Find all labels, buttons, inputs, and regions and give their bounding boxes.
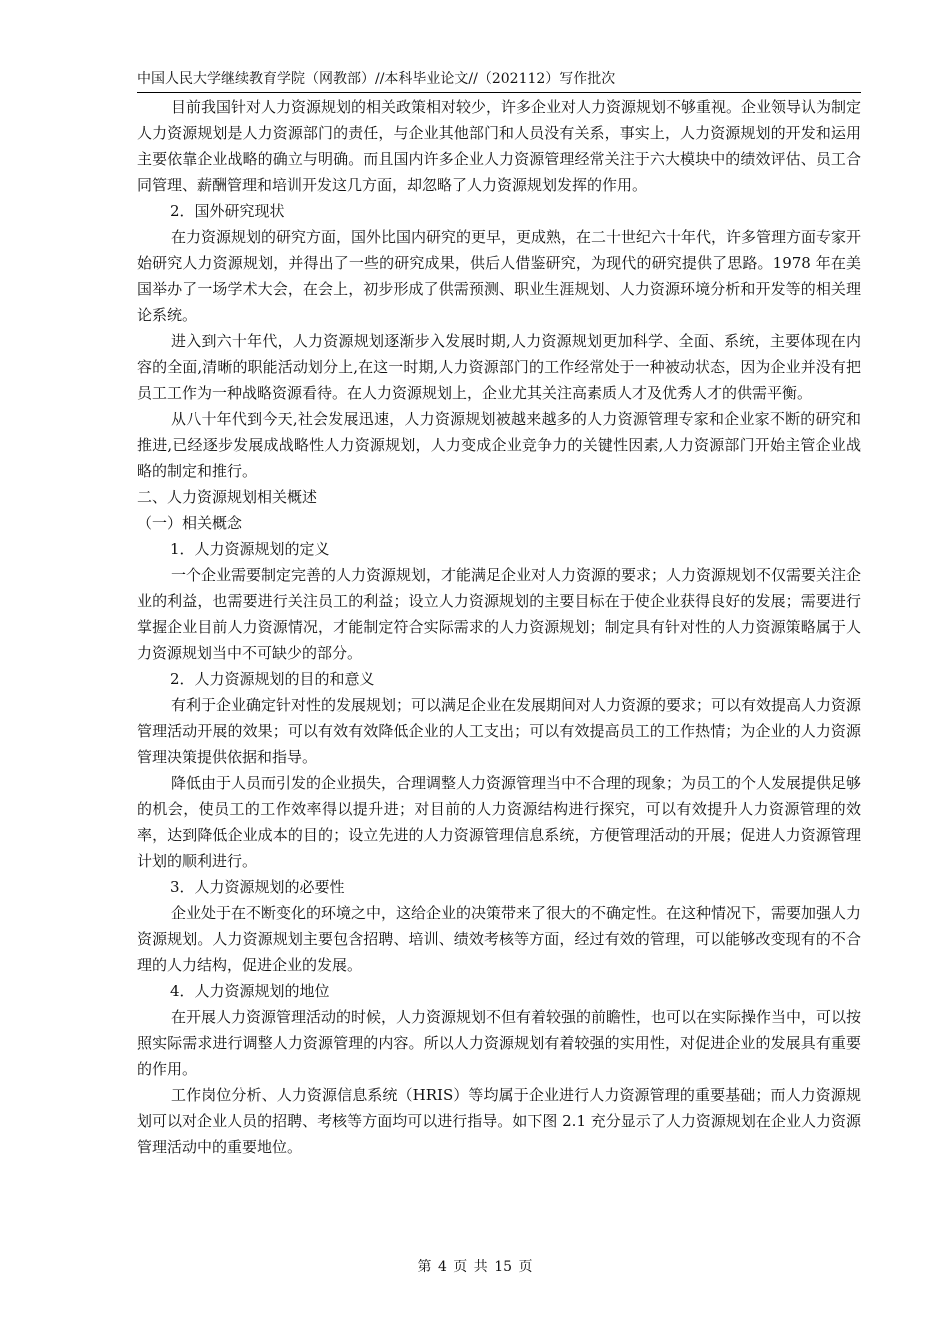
- document-body: [137, 94, 861, 1160]
- paragraph: 企业处于在不断变化的环境之中，这给企业的决策带来了很大的不确定性。在这种情况下，需要加强人力资源规划。人力资源规划主要包含招聘、培训、绩效考核等方面，经过有效的管理，可以能够改变现有的不合理的人力结构，促进企业的发展。: [137, 904, 862, 974]
- subheading-definition: 1．人力资源规划的定义: [170, 540, 330, 558]
- subheading-purpose: 2．人力资源规划的目的和意义: [170, 670, 375, 688]
- paragraph: 降低由于人员而引发的企业损失，合理调整人力资源管理当中不合理的现象；为员工的个人发展提供足够的机会，使员工的工作效率得以提升进；对目前的人力资源结构进行探究，可以有效提升人力资源管理的效率，达到降低企业成本的目的；设立先进的人力资源管理信息系统，方便管理活动的开展；促进人力资源管理计划的顺利进行。: [137, 774, 862, 870]
- paragraph: 目前我国针对人力资源规划的相关政策相对较少，许多企业对人力资源规划不够重视。企业领导认为制定人力资源规划是人力资源部门的责任，与企业其他部门和人员没有关系，事实上，人力资源规划的开发和运用主要依靠企业战略的确立与明确。而且国内许多企业人力资源管理经常关注于六大模块中的绩效评估、员工合同管理、薪酬管理和培训开发这几方面，却忽略了人力资源规划发挥的作用。: [137, 98, 862, 194]
- subheading-foreign-research: 2．国外研究现状: [170, 202, 285, 220]
- paragraph: 在力资源规划的研究方面，国外比国内研究的更早，更成熟，在二十世纪六十年代，许多管理方面专家开始研究人力资源规划，并得出了一些的研究成果，供后人借鉴研究，为现代的研究提供了思路。1978 年在美国举办了一场学术大会，在会上，初步形成了供需预测、职业生涯规划、人力资源环境分析和开发等的相关理论系统。: [137, 228, 862, 324]
- paragraph: 进入到六十年代，人力资源规划逐渐步入发展时期,人力资源规划更加科学、全面、系统，主要体现在内容的全面,清晰的职能活动划分上,在这一时期,人力资源部门的工作经常处于一种被动状态，因为企业并没有把员工工作为一种战略资源看待。在人力资源规划上，企业尤其关注高素质人才及优秀人才的供需平衡。: [137, 332, 861, 402]
- paragraph: 工作岗位分析、人力资源信息系统（HRIS）等均属于企业进行人力资源管理的重要基础；而人力资源规划可以对企业人员的招聘、考核等方面均可以进行指导。如下图 2.1 充分显示了人力资源规划在企业人力资源管理活动中的重要地位。: [137, 1086, 861, 1156]
- paragraph: 从八十年代到今天,社会发展迅速，人力资源规划被越来越多的人力资源管理专家和企业家不断的研究和推进,已经逐步发展成战略性人力资源规划，人力变成企业竞争力的关键性因素,人力资源部门开始主管企业战略的制定和推行。: [137, 410, 861, 480]
- subsection-heading: （一）相关概念: [137, 514, 243, 532]
- section-heading: 二、人力资源规划相关概述: [137, 488, 318, 506]
- page-number: 第 4 页 共 15 页: [417, 1259, 533, 1275]
- paragraph: 在开展人力资源管理活动的时候，人力资源规划不但有着较强的前瞻性，也可以在实际操作当中，可以按照实际需求进行调整人力资源管理的内容。所以人力资源规划有着较强的实用性，对促进企业的发展具有重要的作用。: [137, 1008, 862, 1078]
- paragraph: 一个企业需要制定完善的人力资源规划，才能满足企业对人力资源的要求；人力资源规划不仅需要关注企业的利益，也需要进行关注员工的利益；设立人力资源规划的主要目标在于使企业获得良好的发展；需要进行掌握企业目前人力资源情况，才能制定符合实际需求的人力资源规划；制定具有针对性的人力资源策略属于人力资源规划当中不可缺少的部分。: [137, 566, 862, 662]
- subheading-necessity: 3．人力资源规划的必要性: [170, 878, 345, 896]
- paragraph: 有利于企业确定针对性的发展规划；可以满足企业在发展期间对人力资源的要求；可以有效提高人力资源管理活动开展的效果；可以有效有效降低企业的人工支出；可以有效提高员工的工作热情；为企业的人力资源管理决策提供依据和指导。: [137, 696, 862, 766]
- running-header: 中国人民大学继续教育学院（网教部）//本科毕业论文//（202112）写作批次: [137, 66, 861, 93]
- subheading-status: 4．人力资源规划的地位: [170, 982, 330, 1000]
